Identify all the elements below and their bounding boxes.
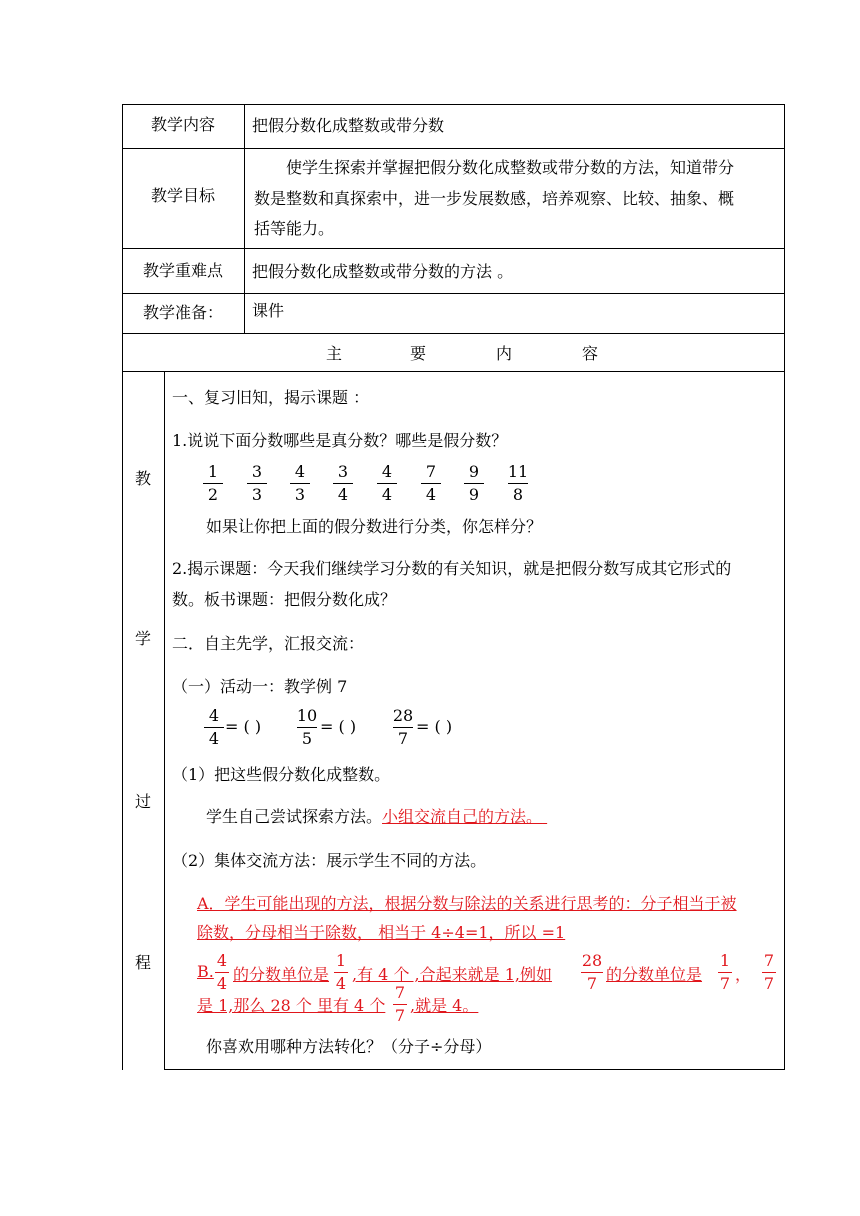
point-1: （1）把这些假分数化成整数。 <box>172 765 391 784</box>
prep-value: 课件 <box>252 301 285 320</box>
eq-2-fraction <box>294 706 320 749</box>
method-b-frac-5-den: 7 <box>763 974 775 993</box>
point-1-detail <box>206 804 547 827</box>
topic-line-2: 数。板书课题：把假分数化成？ <box>172 590 397 609</box>
fraction-3 <box>287 462 313 505</box>
method-b-line-2b: ,就是 4。 <box>410 996 479 1015</box>
method-b-text-4: ， <box>735 965 752 984</box>
eq-3-fraction <box>390 706 416 749</box>
fraction-denominator: 4 <box>381 485 393 504</box>
main-header-1: 主 <box>326 344 343 363</box>
method-b-frac-4 <box>715 951 735 994</box>
point-2: （2）集体交流方法：展示学生不同的方法。 <box>172 851 487 870</box>
method-b-frac-5-num: 7 <box>763 951 775 970</box>
goal-label: 教学目标 <box>150 186 215 205</box>
method-b-frac-3-num: 28 <box>581 951 603 970</box>
method-b-frac-1-num: 4 <box>216 951 228 970</box>
eq-3-rhs: = ( ) <box>416 717 453 736</box>
fraction-1 <box>200 462 226 505</box>
eq-1-num: 4 <box>208 706 220 725</box>
point-1-underline-tail <box>542 807 547 826</box>
topic-line-1: 2.揭示课题：今天我们继续学习分数的有关知识，就是把假分数写成其它形式的 <box>172 559 732 578</box>
fraction-4 <box>330 462 356 505</box>
method-b-frac-1 <box>212 951 232 994</box>
eq-1-den: 4 <box>208 729 220 748</box>
method-b-frac-1-den: 4 <box>216 974 228 993</box>
eq-2-num: 10 <box>296 706 318 725</box>
side-label-1: 教 <box>135 469 152 488</box>
fraction-numerator: 4 <box>294 462 306 481</box>
content-label: 教学内容 <box>150 115 215 134</box>
method-b-line-2a: 是 1,那么 28 个 里有 4 个 <box>197 996 386 1015</box>
side-label-4: 程 <box>135 953 152 972</box>
method-b-frac-2-num: 1 <box>335 951 347 970</box>
method-b-frac-2-den: 4 <box>335 974 347 993</box>
prep-label: 教学准备： <box>142 303 223 322</box>
row-divider-4 <box>122 333 785 334</box>
method-b-frac-6-den: 7 <box>394 1006 406 1025</box>
fraction-numerator: 11 <box>507 462 529 481</box>
side-label-2: 学 <box>135 629 152 648</box>
table-border-top <box>122 104 785 105</box>
method-b-frac-6 <box>390 983 410 1026</box>
method-a-line-1: A．学生可能出现的方法，根据分数与除法的关系进行思考的：分子相当于被 <box>197 894 737 913</box>
method-b-frac-5 <box>759 951 779 994</box>
fraction-numerator: 4 <box>381 462 393 481</box>
table-bottom-partial <box>164 1069 785 1070</box>
fraction-numerator: 3 <box>337 462 349 481</box>
goal-line-3: 括等能力。 <box>254 219 335 238</box>
main-header-2: 要 <box>410 344 427 363</box>
section-1-title: 一、复习旧知，揭示课题 ： <box>172 388 370 407</box>
method-a-line-2: 除数，分母相当于除数， 相当于 4÷4=1，所以 =1 <box>197 923 566 942</box>
main-header-4: 容 <box>582 344 599 363</box>
method-b-text-3: 的分数单位是 <box>606 965 703 984</box>
row-divider-5 <box>122 371 785 372</box>
fraction-denominator: 9 <box>468 485 480 504</box>
key-label: 教学重难点 <box>142 261 223 280</box>
side-label-3: 过 <box>135 792 152 811</box>
section-1-question: 1.说说下面分数哪些是真分数？哪些是假分数？ <box>172 431 508 450</box>
fraction-denominator: 2 <box>207 485 219 504</box>
eq-2-rhs: = ( ) <box>320 717 357 736</box>
fraction-denominator: 3 <box>294 485 306 504</box>
fraction-5 <box>374 462 400 505</box>
method-b-prefix: B. <box>197 962 214 981</box>
row-divider-2 <box>122 248 785 249</box>
point-1-text: 学生自己尝试探索方法。 <box>206 807 383 826</box>
content-value: 把假分数化成整数或带分数 <box>252 116 445 135</box>
fraction-denominator: 8 <box>512 485 524 504</box>
closing-question: 你喜欢用哪种方法转化？（分子÷分母） <box>206 1037 492 1056</box>
key-value: 把假分数化成整数或带分数的方法 。 <box>252 262 514 281</box>
fraction-7 <box>461 462 487 505</box>
table-col-divider <box>244 104 245 334</box>
fraction-denominator: 3 <box>251 485 263 504</box>
method-b-frac-2 <box>331 951 351 994</box>
side-col-divider <box>164 371 165 1070</box>
eq-3-num: 28 <box>392 706 414 725</box>
fraction-numerator: 9 <box>468 462 480 481</box>
point-1-highlight: 小组交流自己的方法。 <box>382 807 543 826</box>
fraction-numerator: 3 <box>251 462 263 481</box>
fraction-denominator: 4 <box>337 485 349 504</box>
row-divider-3 <box>122 293 785 294</box>
fraction-6 <box>418 462 444 505</box>
eq-1-fraction <box>201 706 227 749</box>
fraction-2 <box>244 462 270 505</box>
method-b-frac-3-den: 7 <box>586 974 598 993</box>
fraction-numerator: 1 <box>207 462 219 481</box>
main-header-3: 内 <box>496 344 513 363</box>
eq-3-den: 7 <box>397 729 409 748</box>
eq-1-rhs: = ( ) <box>225 717 262 736</box>
goal-line-2: 数是整数和真探索中，进一步发展数感，培养观察、比较、抽象、概 <box>254 189 735 208</box>
activity-1: （一）活动一：教学例 7 <box>172 677 348 696</box>
method-b-frac-6-num: 7 <box>394 983 406 1002</box>
section-2-title: 二．自主先学，汇报交流： <box>172 634 365 653</box>
classify-question: 如果让你把上面的假分数进行分类，你怎样分？ <box>206 517 543 536</box>
fraction-denominator: 4 <box>425 485 437 504</box>
method-b-frac-3 <box>578 951 606 994</box>
eq-2-den: 5 <box>301 729 313 748</box>
row-divider-1 <box>122 148 785 149</box>
method-b-text-1: 的分数单位是 <box>233 965 330 984</box>
method-b-frac-4-den: 7 <box>719 974 731 993</box>
goal-line-1: 使学生探索并掌握把假分数化成整数或带分数的方法，知道带分 <box>286 158 735 177</box>
fraction-numerator: 7 <box>425 462 437 481</box>
fraction-8 <box>505 462 531 505</box>
method-b-frac-4-num: 1 <box>719 951 731 970</box>
method-b-text-2: ,有 4 个 ,合起来就是 1,例如 <box>352 965 552 984</box>
